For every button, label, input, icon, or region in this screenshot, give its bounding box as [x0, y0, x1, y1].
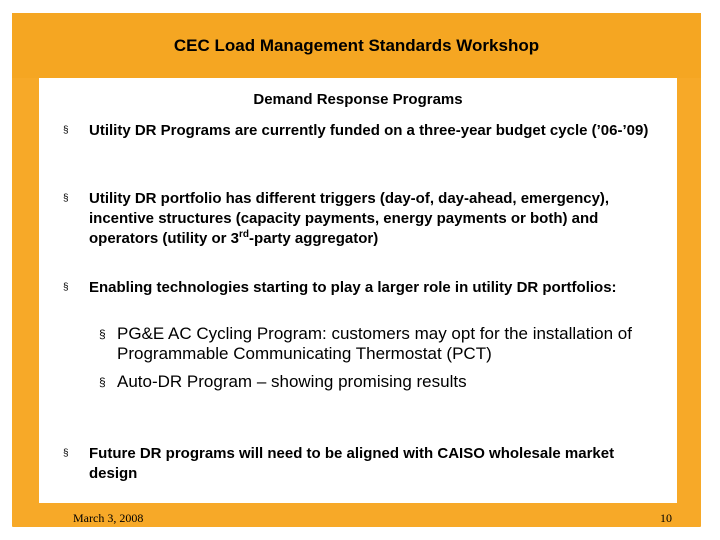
bullet-text: [89, 189, 653, 249]
sub-bullet-text: Auto-DR Program – showing promising results: [117, 372, 467, 391]
footer-date: March 3, 2008: [73, 511, 144, 525]
sub-bullet-item: [99, 324, 639, 364]
slide-frame: [12, 13, 701, 527]
page-number: 10: [660, 511, 672, 525]
sub-bullet-text: PG&E AC Cycling Program: customers may opt for the installation of Programmable Communicating Thermostat (PCT): [117, 324, 632, 363]
bullet-item: [63, 189, 653, 249]
slide-title: CEC Load Management Standards Workshop: [173, 36, 540, 55]
bullet-text-part: -party aggregator): [249, 230, 379, 247]
slide-content: [39, 78, 677, 503]
sub-bullet-list: [99, 324, 639, 400]
bullet-item: [63, 278, 653, 298]
bullet-marker: §: [63, 282, 69, 293]
slide-subtitle: Demand Response Programs: [253, 91, 463, 108]
bullet-text: Utility DR Programs are currently funded on a three-year budget cycle (’06-’09): [89, 122, 649, 139]
sub-bullet-item: [99, 372, 639, 392]
sub-bullet-marker: §: [99, 375, 106, 389]
sub-bullet-marker: §: [99, 327, 106, 341]
bullet-marker: §: [63, 125, 69, 136]
bullet-marker: §: [63, 193, 69, 204]
bullet-item: [63, 121, 653, 141]
bullet-text: Enabling technologies starting to play a larger role in utility DR portfolios:: [89, 279, 617, 296]
bullet-text-part: Utility DR portfolio has different triggers (day-of, day-ahead, emergency), incentive structures (capacity payments, energy payments or both) and operators (utility or 3: [89, 190, 610, 247]
bullet-marker: §: [63, 448, 69, 459]
bullet-text: Future DR programs will need to be aligned with CAISO wholesale market design: [89, 445, 615, 482]
superscript: rd: [239, 229, 250, 240]
bullet-item: [63, 444, 653, 484]
header-bar: [12, 13, 701, 78]
